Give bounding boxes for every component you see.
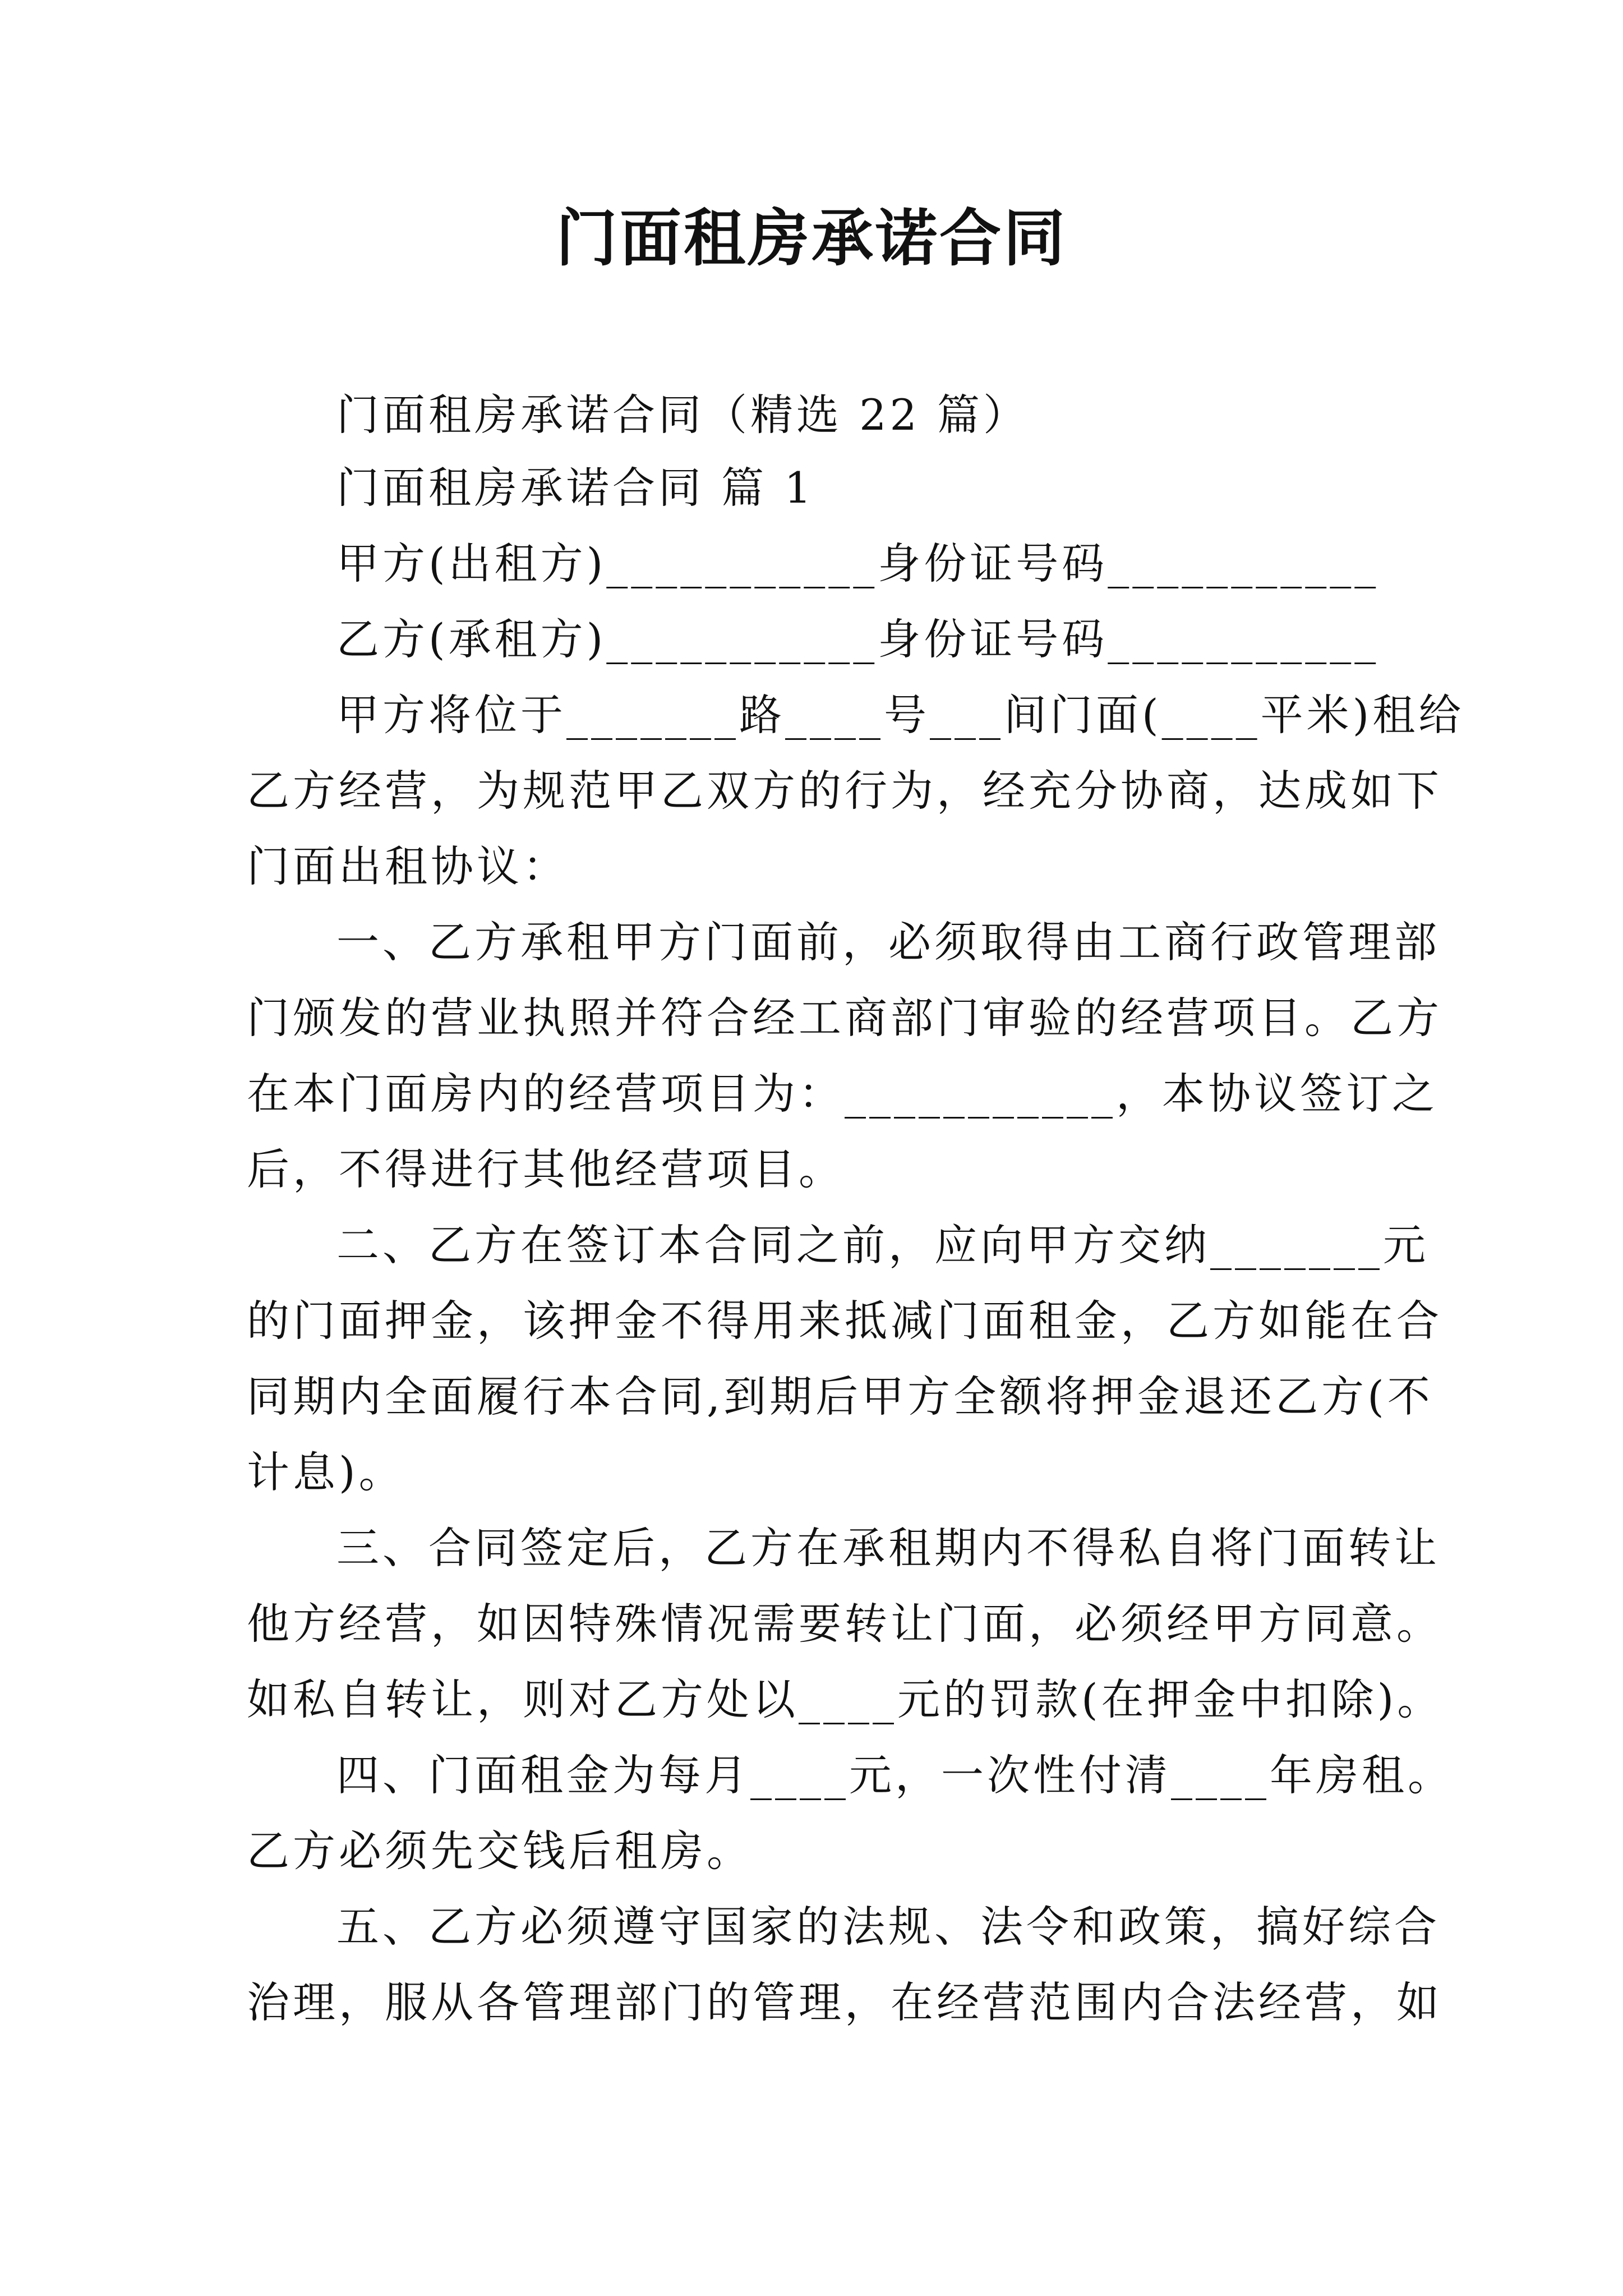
party-b-line: 乙方(承租方)___________身份证号码___________ — [336, 614, 1380, 664]
clause-2-line: 同期内全面履行本合同,到期后甲方全额将押金退还乙方(不 — [247, 1372, 1433, 1421]
section-heading: 门面租房承诺合同 篇 1 — [336, 463, 815, 513]
clause-1-line: 后，不得进行其他经营项目。 — [247, 1144, 845, 1194]
clause-5-line: 五、乙方必须遵守国家的法规、法令和政策，搞好综合 — [336, 1902, 1440, 1952]
paragraph-line: 乙方经营，为规范甲乙双方的行为，经充分协商，达成如下 — [247, 766, 1442, 816]
clause-2-line: 二、乙方在签订本合同之前，应向甲方交纳_______元 — [336, 1220, 1429, 1270]
clause-1-line: 一、乙方承租甲方门面前，必须取得由工商行政管理部 — [336, 917, 1440, 967]
clause-5-line: 治理，服从各管理部门的管理，在经营范围内合法经营，如 — [247, 1977, 1442, 2027]
clause-3-line: 三、合同签定后，乙方在承租期内不得私自将门面转让 — [336, 1523, 1440, 1573]
clause-1-line: 门颁发的营业执照并符合经工商部门审验的经营项目。乙方 — [247, 993, 1442, 1043]
paragraph-line: 门面出租协议： — [247, 841, 569, 891]
clause-4-line: 四、门面租金为每月____元，一次性付清____年房租。 — [336, 1750, 1454, 1800]
paragraph-line: 甲方将位于_______路____号___间门面(____平米)租给 — [336, 690, 1465, 740]
party-a-line: 甲方(出租方)___________身份证号码___________ — [336, 539, 1380, 588]
clause-3-line: 如私自转让，则对乙方处以____元的罚款(在押金中扣除)。 — [247, 1674, 1444, 1724]
clause-2-line: 的门面押金，该押金不得用来抵减门面租金，乙方如能在合 — [247, 1296, 1442, 1346]
document-title: 门面租房承诺合同 — [556, 202, 1067, 274]
subtitle-line: 门面租房承诺合同（精选 22 篇） — [336, 390, 1030, 440]
clause-1-line: 在本门面房内的经营项目为：___________，本协议签订之 — [247, 1069, 1438, 1119]
clause-4-line: 乙方必须先交钱后租房。 — [247, 1826, 753, 1876]
clause-2-line: 计息)。 — [247, 1447, 405, 1497]
clause-3-line: 他方经营，如因特殊情况需要转让门面，必须经甲方同意。 — [247, 1599, 1442, 1649]
